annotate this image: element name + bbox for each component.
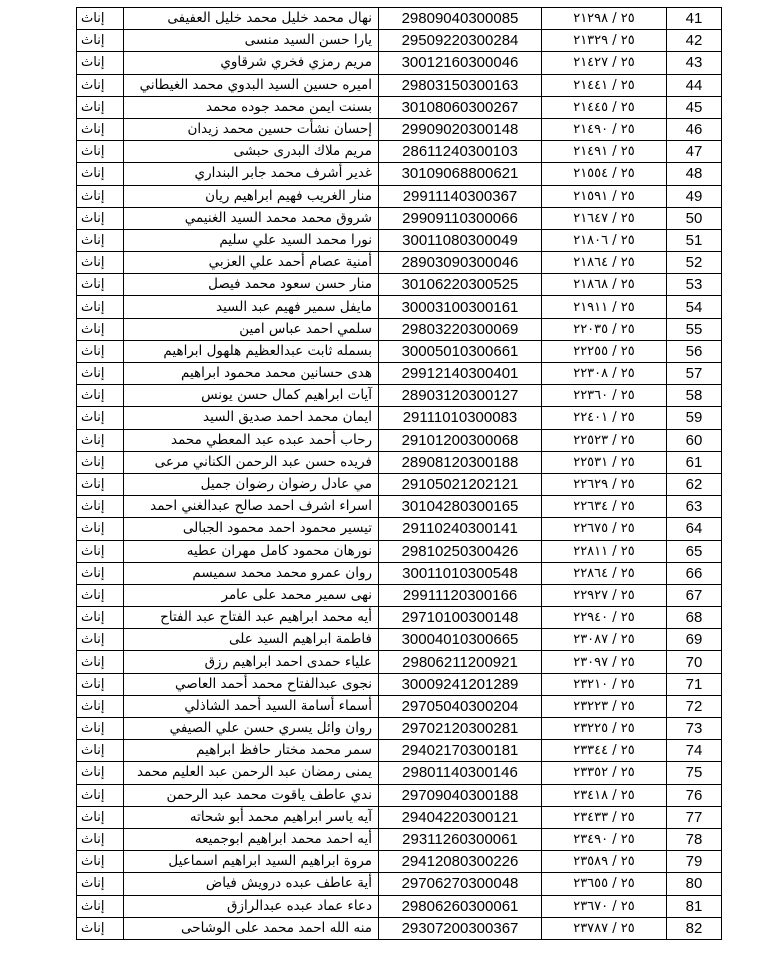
row-number-cell: 81 — [667, 895, 722, 917]
row-number-cell: 60 — [667, 429, 722, 451]
student-name-cell: أية عاطف عبده درويش فياض — [124, 873, 379, 895]
row-number-cell: 51 — [667, 229, 722, 251]
national-id-cell: 29706270300048 — [379, 873, 542, 895]
student-name-cell: آيات ابراهيم كمال حسن يونس — [124, 385, 379, 407]
student-name-cell: نورا محمد السيد علي سليم — [124, 229, 379, 251]
seat-code-cell: ٢٥ / ٢٢٥٢٣ — [542, 429, 667, 451]
student-name-cell: أيه محمد ابراهيم عبد الفتاح عبد الفتاح — [124, 607, 379, 629]
national-id-cell: 29810250300426 — [379, 540, 542, 562]
gender-cell: إناث — [77, 8, 124, 30]
gender-cell: إناث — [77, 30, 124, 52]
gender-cell: إناث — [77, 74, 124, 96]
table-row — [77, 407, 722, 429]
student-name-cell: مايفل سمير فهيم عبد السيد — [124, 296, 379, 318]
table-row — [77, 496, 722, 518]
student-name-cell: أسماء أسامة السيد أحمد الشاذلي — [124, 695, 379, 717]
row-number-cell: 45 — [667, 96, 722, 118]
seat-code-cell: ٢٥ / ٢٢٦٧٥ — [542, 518, 667, 540]
student-name-cell: مريم ملاك البدرى حبشى — [124, 141, 379, 163]
gender-cell: إناث — [77, 429, 124, 451]
table-row — [77, 718, 722, 740]
gender-cell: إناث — [77, 784, 124, 806]
student-name-cell: اميره حسين السيد البدوي محمد الغيطاني — [124, 74, 379, 96]
gender-cell: إناث — [77, 718, 124, 740]
row-number-cell: 44 — [667, 74, 722, 96]
gender-cell: إناث — [77, 673, 124, 695]
row-number-cell: 49 — [667, 185, 722, 207]
seat-code-cell: ٢٥ / ٢٣٣٤٤ — [542, 740, 667, 762]
table-row — [77, 274, 722, 296]
seat-code-cell: ٢٥ / ٢٣٢٢٥ — [542, 718, 667, 740]
seat-code-cell: ٢٥ / ٢٣٠٩٧ — [542, 651, 667, 673]
national-id-cell: 30109068800621 — [379, 163, 542, 185]
student-name-cell: نهال محمد خليل محمد خليل العفيفى — [124, 8, 379, 30]
row-number-cell: 57 — [667, 363, 722, 385]
student-name-cell: علياء حمدى احمد ابراهيم رزق — [124, 651, 379, 673]
row-number-cell: 47 — [667, 141, 722, 163]
row-number-cell: 62 — [667, 473, 722, 495]
gender-cell: إناث — [77, 96, 124, 118]
national-id-cell: 30004010300665 — [379, 629, 542, 651]
seat-code-cell: ٢٥ / ٢٢٩٤٠ — [542, 607, 667, 629]
seat-code-cell: ٢٥ / ٢١٢٩٨ — [542, 8, 667, 30]
national-id-cell: 30009241201289 — [379, 673, 542, 695]
row-number-cell: 48 — [667, 163, 722, 185]
gender-cell: إناث — [77, 740, 124, 762]
national-id-cell: 29402170300181 — [379, 740, 542, 762]
seat-code-cell: ٢٥ / ٢١٣٢٩ — [542, 30, 667, 52]
national-id-cell: 30005010300661 — [379, 340, 542, 362]
seat-code-cell: ٢٥ / ٢١٥٩١ — [542, 185, 667, 207]
row-number-cell: 53 — [667, 274, 722, 296]
table-row — [77, 584, 722, 606]
student-name-cell: أيه احمد محمد ابراهيم ابوجميعه — [124, 828, 379, 850]
national-id-cell: 29710100300148 — [379, 607, 542, 629]
seat-code-cell: ٢٥ / ٢٢٥٣١ — [542, 451, 667, 473]
seat-code-cell: ٢٥ / ٢٢٩٢٧ — [542, 584, 667, 606]
row-number-cell: 71 — [667, 673, 722, 695]
table-row — [77, 673, 722, 695]
gender-cell: إناث — [77, 562, 124, 584]
national-id-cell: 28908120300188 — [379, 451, 542, 473]
table-row — [77, 873, 722, 895]
student-name-cell: اسراء اشرف احمد صالح عبدالغني احمد — [124, 496, 379, 518]
seat-code-cell: ٢٥ / ٢١٨٦٤ — [542, 252, 667, 274]
seat-code-cell: ٢٥ / ٢٢٤٠١ — [542, 407, 667, 429]
row-number-cell: 64 — [667, 518, 722, 540]
row-number-cell: 69 — [667, 629, 722, 651]
table-row — [77, 429, 722, 451]
row-number-cell: 59 — [667, 407, 722, 429]
gender-cell: إناث — [77, 407, 124, 429]
student-name-cell: تيسير محمود احمد محمود الجبالى — [124, 518, 379, 540]
row-number-cell: 50 — [667, 207, 722, 229]
gender-cell: إناث — [77, 274, 124, 296]
national-id-cell: 29803150300163 — [379, 74, 542, 96]
row-number-cell: 73 — [667, 718, 722, 740]
row-number-cell: 55 — [667, 318, 722, 340]
gender-cell: إناث — [77, 118, 124, 140]
gender-cell: إناث — [77, 762, 124, 784]
row-number-cell: 63 — [667, 496, 722, 518]
gender-cell: إناث — [77, 252, 124, 274]
student-name-cell: أمنية عصام أحمد علي العزبي — [124, 252, 379, 274]
student-name-cell: دعاء عماد عبده عبدالرازق — [124, 895, 379, 917]
seat-code-cell: ٢٥ / ٢١٤٤١ — [542, 74, 667, 96]
row-number-cell: 58 — [667, 385, 722, 407]
row-number-cell: 61 — [667, 451, 722, 473]
table-row — [77, 363, 722, 385]
national-id-cell: 30011080300049 — [379, 229, 542, 251]
seat-code-cell: ٢٥ / ٢١٤٢٧ — [542, 52, 667, 74]
seat-code-cell: ٢٥ / ٢٣٦٥٥ — [542, 873, 667, 895]
table-row — [77, 784, 722, 806]
table-row — [77, 651, 722, 673]
table-row — [77, 828, 722, 850]
table-row — [77, 163, 722, 185]
student-name-cell: روان عمرو محمد محمد سميسم — [124, 562, 379, 584]
table-row — [77, 385, 722, 407]
national-id-cell: 29806260300061 — [379, 895, 542, 917]
student-name-cell: سلمي احمد عباس امين — [124, 318, 379, 340]
row-number-cell: 41 — [667, 8, 722, 30]
seat-code-cell: ٢٥ / ٢٣٤٣٣ — [542, 806, 667, 828]
national-id-cell: 29912140300401 — [379, 363, 542, 385]
seat-code-cell: ٢٥ / ٢١٤٩٠ — [542, 118, 667, 140]
gender-cell: إناث — [77, 895, 124, 917]
row-number-cell: 66 — [667, 562, 722, 584]
national-id-cell: 29806211200921 — [379, 651, 542, 673]
national-id-cell: 30108060300267 — [379, 96, 542, 118]
seat-code-cell: ٢٥ / ٢٢٦٢٩ — [542, 473, 667, 495]
row-number-cell: 65 — [667, 540, 722, 562]
national-id-cell: 29307200300367 — [379, 917, 542, 939]
national-id-cell: 30104280300165 — [379, 496, 542, 518]
seat-code-cell: ٢٥ / ٢١٦٤٧ — [542, 207, 667, 229]
table-row — [77, 562, 722, 584]
table-row — [77, 252, 722, 274]
national-id-cell: 28903090300046 — [379, 252, 542, 274]
student-name-cell: ندي عاطف ياقوت محمد عبد الرحمن — [124, 784, 379, 806]
student-name-cell: إحسان نشأت حسين محمد زيدان — [124, 118, 379, 140]
table-row — [77, 895, 722, 917]
gender-cell: إناث — [77, 828, 124, 850]
national-id-cell: 29110240300141 — [379, 518, 542, 540]
national-id-cell: 29105021202121 — [379, 473, 542, 495]
student-name-cell: منار الغريب فهيم ابراهيم ريان — [124, 185, 379, 207]
table-row — [77, 917, 722, 939]
gender-cell: إناث — [77, 629, 124, 651]
row-number-cell: 77 — [667, 806, 722, 828]
national-id-cell: 30106220300525 — [379, 274, 542, 296]
gender-cell: إناث — [77, 473, 124, 495]
seat-code-cell: ٢٥ / ٢٢٢٥٥ — [542, 340, 667, 362]
table-row — [77, 340, 722, 362]
seat-code-cell: ٢٥ / ٢٢٣٦٠ — [542, 385, 667, 407]
student-name-cell: مي عادل رضوان رضوان جميل — [124, 473, 379, 495]
gender-cell: إناث — [77, 873, 124, 895]
national-id-cell: 29801140300146 — [379, 762, 542, 784]
student-name-cell: روان وائل يسري حسن علي الصيفي — [124, 718, 379, 740]
seat-code-cell: ٢٥ / ٢١٤٤٥ — [542, 96, 667, 118]
student-name-cell: نورهان محمود كامل مهران عطيه — [124, 540, 379, 562]
national-id-cell: 29101200300068 — [379, 429, 542, 451]
table-row — [77, 451, 722, 473]
student-name-cell: نهى سمير محمد على عامر — [124, 584, 379, 606]
national-id-cell: 29911140300367 — [379, 185, 542, 207]
table-row — [77, 540, 722, 562]
row-number-cell: 68 — [667, 607, 722, 629]
table-row — [77, 629, 722, 651]
table-row — [77, 185, 722, 207]
seat-code-cell: ٢٥ / ٢١٤٩١ — [542, 141, 667, 163]
national-id-cell: 29909020300148 — [379, 118, 542, 140]
national-id-cell: 29509220300284 — [379, 30, 542, 52]
student-name-cell: منار حسن سعود محمد فيصل — [124, 274, 379, 296]
table-row — [77, 74, 722, 96]
national-id-cell: 29809040300085 — [379, 8, 542, 30]
table-row — [77, 52, 722, 74]
student-name-cell: يمنى رمضان عبد الرحمن عبد العليم محمد — [124, 762, 379, 784]
gender-cell: إناث — [77, 141, 124, 163]
national-id-cell: 29909110300066 — [379, 207, 542, 229]
student-name-cell: آيه ياسر ابراهيم محمد أبو شحاته — [124, 806, 379, 828]
national-id-cell: 30003100300161 — [379, 296, 542, 318]
students-table — [76, 7, 722, 940]
seat-code-cell: ٢٥ / ٢١٩١١ — [542, 296, 667, 318]
table-row — [77, 851, 722, 873]
table-row — [77, 118, 722, 140]
table-row — [77, 318, 722, 340]
student-name-cell: غدير أشرف محمد جابر البنداري — [124, 163, 379, 185]
gender-cell: إناث — [77, 185, 124, 207]
gender-cell: إناث — [77, 363, 124, 385]
gender-cell: إناث — [77, 163, 124, 185]
student-name-cell: مريم رمزي فخري شرقاوي — [124, 52, 379, 74]
student-name-cell: فاطمة ابراهيم السيد على — [124, 629, 379, 651]
seat-code-cell: ٢٥ / ٢٣٥٨٩ — [542, 851, 667, 873]
student-name-cell: بسنت ايمن محمد جوده محمد — [124, 96, 379, 118]
row-number-cell: 75 — [667, 762, 722, 784]
national-id-cell: 29111010300083 — [379, 407, 542, 429]
row-number-cell: 46 — [667, 118, 722, 140]
row-number-cell: 80 — [667, 873, 722, 895]
national-id-cell: 28903120300127 — [379, 385, 542, 407]
gender-cell: إناث — [77, 917, 124, 939]
row-number-cell: 78 — [667, 828, 722, 850]
table-row — [77, 473, 722, 495]
row-number-cell: 52 — [667, 252, 722, 274]
student-name-cell: منه الله احمد محمد على الوشاحى — [124, 917, 379, 939]
gender-cell: إناث — [77, 540, 124, 562]
gender-cell: إناث — [77, 340, 124, 362]
gender-cell: إناث — [77, 296, 124, 318]
row-number-cell: 74 — [667, 740, 722, 762]
seat-code-cell: ٢٥ / ٢٣٦٧٠ — [542, 895, 667, 917]
table-row — [77, 8, 722, 30]
row-number-cell: 79 — [667, 851, 722, 873]
seat-code-cell: ٢٥ / ٢١٥٥٤ — [542, 163, 667, 185]
national-id-cell: 29311260300061 — [379, 828, 542, 850]
gender-cell: إناث — [77, 695, 124, 717]
gender-cell: إناث — [77, 651, 124, 673]
gender-cell: إناث — [77, 52, 124, 74]
gender-cell: إناث — [77, 207, 124, 229]
row-number-cell: 70 — [667, 651, 722, 673]
student-name-cell: يارا حسن السيد منسى — [124, 30, 379, 52]
seat-code-cell: ٢٥ / ٢٢٨١١ — [542, 540, 667, 562]
student-name-cell: بسمله ثابت عبدالعظيم هلهول ابراهيم — [124, 340, 379, 362]
table-row — [77, 518, 722, 540]
seat-code-cell: ٢٥ / ٢٢٨٦٤ — [542, 562, 667, 584]
table-body — [77, 8, 722, 940]
national-id-cell: 29705040300204 — [379, 695, 542, 717]
seat-code-cell: ٢٥ / ٢١٨٠٦ — [542, 229, 667, 251]
student-name-cell: مروة ابراهيم السيد ابراهيم اسماعيل — [124, 851, 379, 873]
table-row — [77, 30, 722, 52]
national-id-cell: 30011010300548 — [379, 562, 542, 584]
national-id-cell: 30012160300046 — [379, 52, 542, 74]
gender-cell: إناث — [77, 607, 124, 629]
table-row — [77, 695, 722, 717]
seat-code-cell: ٢٥ / ٢٣٧٨٧ — [542, 917, 667, 939]
student-name-cell: هدى حسانين محمد محمود ابراهيم — [124, 363, 379, 385]
row-number-cell: 67 — [667, 584, 722, 606]
seat-code-cell: ٢٥ / ٢٣٠٨٧ — [542, 629, 667, 651]
table-row — [77, 806, 722, 828]
student-name-cell: ايمان محمد احمد صديق السيد — [124, 407, 379, 429]
row-number-cell: 72 — [667, 695, 722, 717]
table-row — [77, 762, 722, 784]
national-id-cell: 29911120300166 — [379, 584, 542, 606]
row-number-cell: 56 — [667, 340, 722, 362]
national-id-cell: 28611240300103 — [379, 141, 542, 163]
national-id-cell: 29404220300121 — [379, 806, 542, 828]
gender-cell: إناث — [77, 229, 124, 251]
national-id-cell: 29709040300188 — [379, 784, 542, 806]
student-name-cell: شروق محمد محمد السيد الغنيمي — [124, 207, 379, 229]
student-name-cell: سمر محمد مختار حافظ ابراهيم — [124, 740, 379, 762]
student-name-cell: نجوى عبدالفتاح محمد أحمد العاصي — [124, 673, 379, 695]
gender-cell: إناث — [77, 518, 124, 540]
seat-code-cell: ٢٥ / ٢٢٦٣٤ — [542, 496, 667, 518]
seat-code-cell: ٢٥ / ٢٣٤٩٠ — [542, 828, 667, 850]
seat-code-cell: ٢٥ / ٢٢٣٠٨ — [542, 363, 667, 385]
gender-cell: إناث — [77, 496, 124, 518]
national-id-cell: 29803220300069 — [379, 318, 542, 340]
row-number-cell: 76 — [667, 784, 722, 806]
table-row — [77, 207, 722, 229]
seat-code-cell: ٢٥ / ٢٢٠٣٥ — [542, 318, 667, 340]
row-number-cell: 42 — [667, 30, 722, 52]
seat-code-cell: ٢٥ / ٢٣٤١٨ — [542, 784, 667, 806]
gender-cell: إناث — [77, 851, 124, 873]
gender-cell: إناث — [77, 451, 124, 473]
gender-cell: إناث — [77, 385, 124, 407]
seat-code-cell: ٢٥ / ٢١٨٦٨ — [542, 274, 667, 296]
row-number-cell: 54 — [667, 296, 722, 318]
table-row — [77, 296, 722, 318]
row-number-cell: 43 — [667, 52, 722, 74]
table-row — [77, 141, 722, 163]
table-row — [77, 740, 722, 762]
row-number-cell: 82 — [667, 917, 722, 939]
table-row — [77, 96, 722, 118]
table-row — [77, 607, 722, 629]
gender-cell: إناث — [77, 318, 124, 340]
national-id-cell: 29412080300226 — [379, 851, 542, 873]
gender-cell: إناث — [77, 584, 124, 606]
gender-cell: إناث — [77, 806, 124, 828]
seat-code-cell: ٢٥ / ٢٣٢٢٣ — [542, 695, 667, 717]
student-name-cell: رحاب أحمد عبده عبد المعطي محمد — [124, 429, 379, 451]
national-id-cell: 29702120300281 — [379, 718, 542, 740]
seat-code-cell: ٢٥ / ٢٣٢١٠ — [542, 673, 667, 695]
table-row — [77, 229, 722, 251]
seat-code-cell: ٢٥ / ٢٣٣٥٢ — [542, 762, 667, 784]
student-name-cell: فريده حسن عبد الرحمن الكناني مرعى — [124, 451, 379, 473]
